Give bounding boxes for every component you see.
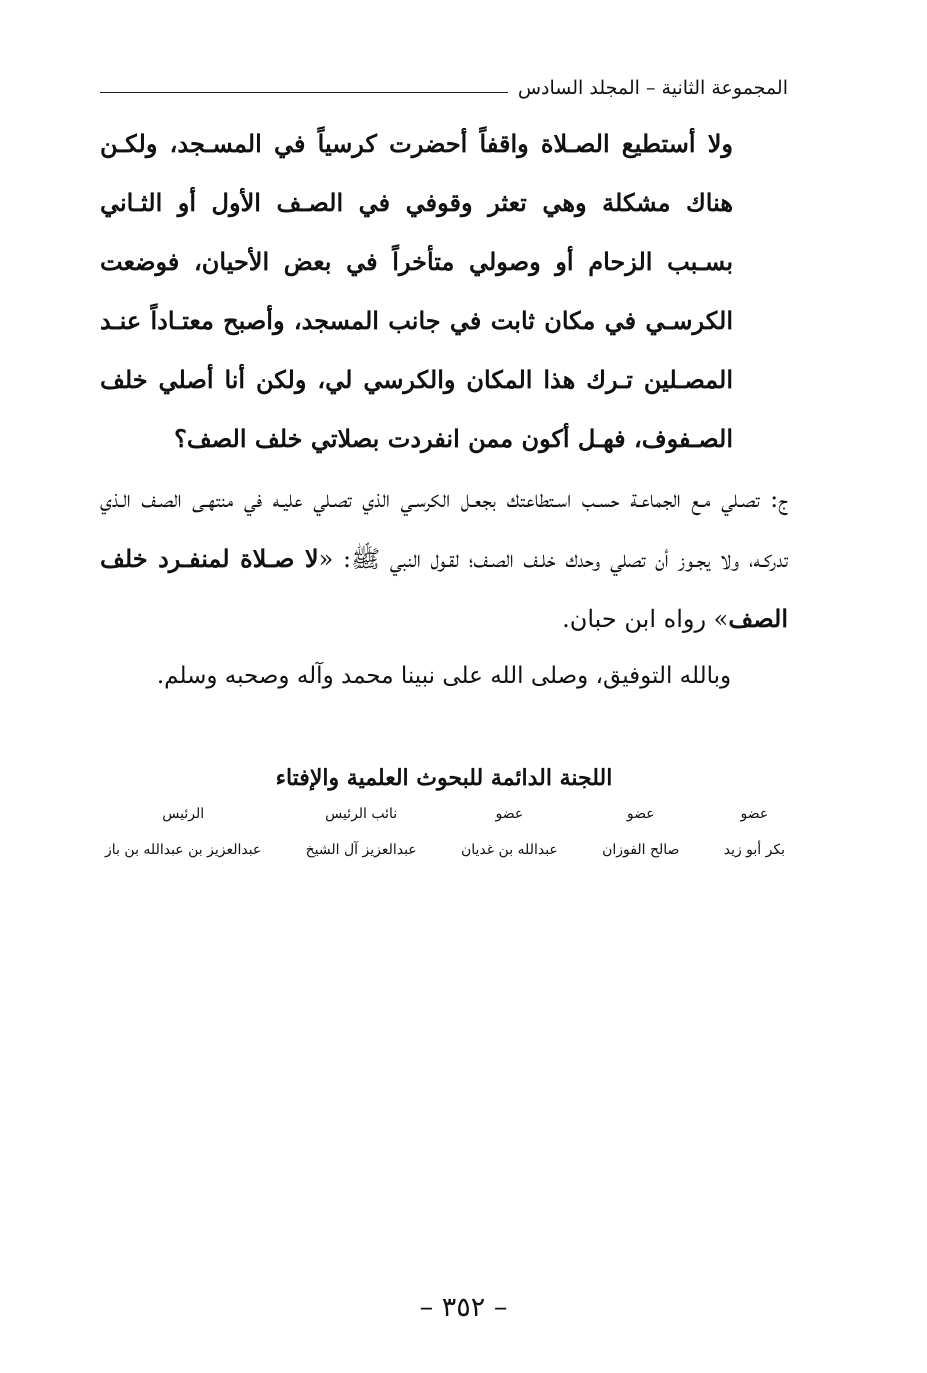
header-rule (100, 92, 508, 93)
committee-member (105, 806, 261, 858)
header-title: المجموعة الثانية – المجلد السادس (517, 77, 788, 99)
member-role: نائب الرئيس (325, 806, 398, 822)
committee-members (105, 806, 785, 858)
answer-citation: » رواه ابن حبان. (562, 605, 729, 633)
member-name: بكر أبو زيد (723, 842, 785, 858)
running-header (100, 68, 788, 108)
answer-paragraph (100, 470, 788, 649)
member-name: عبدالعزيز آل الشيخ (305, 842, 417, 858)
closing-line: وبالله التوفيق، وصلى الله على نبينا محمد وآله وصحبه وسلم. (156, 663, 732, 689)
page-number: – ٣٥٢ – (419, 1292, 508, 1323)
member-name: عبدالله بن غديان (460, 842, 558, 858)
member-name: صالح الفوزان (602, 842, 680, 858)
fatwa-body (100, 114, 788, 754)
committee-title: اللجنة الدائمة للبحوث العلمية والإفتاء (275, 765, 613, 791)
committee-member (724, 806, 785, 858)
committee-member (461, 806, 558, 858)
member-role: الرئيس (162, 806, 205, 822)
answer-text: ج: تصـلي مـع الجماعـة حسـب اسـتطاعتك بجعـل الكرسـي الذي تصـلي عليـه في منتهـى الصـف الـذي تدركـه، ولا يجـوز أن تصلي وحدك خلـف الصـف؛ لقـول النبي ﷺ: « (100, 485, 788, 573)
member-role: عضو (740, 806, 769, 822)
committee-member (306, 806, 417, 858)
member-role: عضو (495, 806, 524, 822)
hadith-quote: لا صـلاة لمنفـرد خلف الصف (100, 544, 788, 633)
member-role: عضو (626, 806, 655, 822)
member-name: عبدالعزيز بن عبدالله بن باز (105, 842, 262, 858)
question-paragraph: ولا أستطيع الصـلاة واقفاً أحضرت كرسياً في المسـجد، ولكـن هناك مشكلة وهي تعثر وقوفي في الصـف الأول أو الثـاني بسـبب الزحام أو وصولي متأخراً في بعض الأحيان، فوضعت الكرسـي في مكان ثابت في جانب المسجد، وأصبح معتـاداً عنـد المصـلين تـرك هذا المكان والكرسي لي، ولكن أنا أصلي خلف الصـفوف، فهـل أكون ممن انفردت بصلاتي خلف الصف؟ (100, 129, 733, 453)
committee-member (602, 806, 679, 858)
